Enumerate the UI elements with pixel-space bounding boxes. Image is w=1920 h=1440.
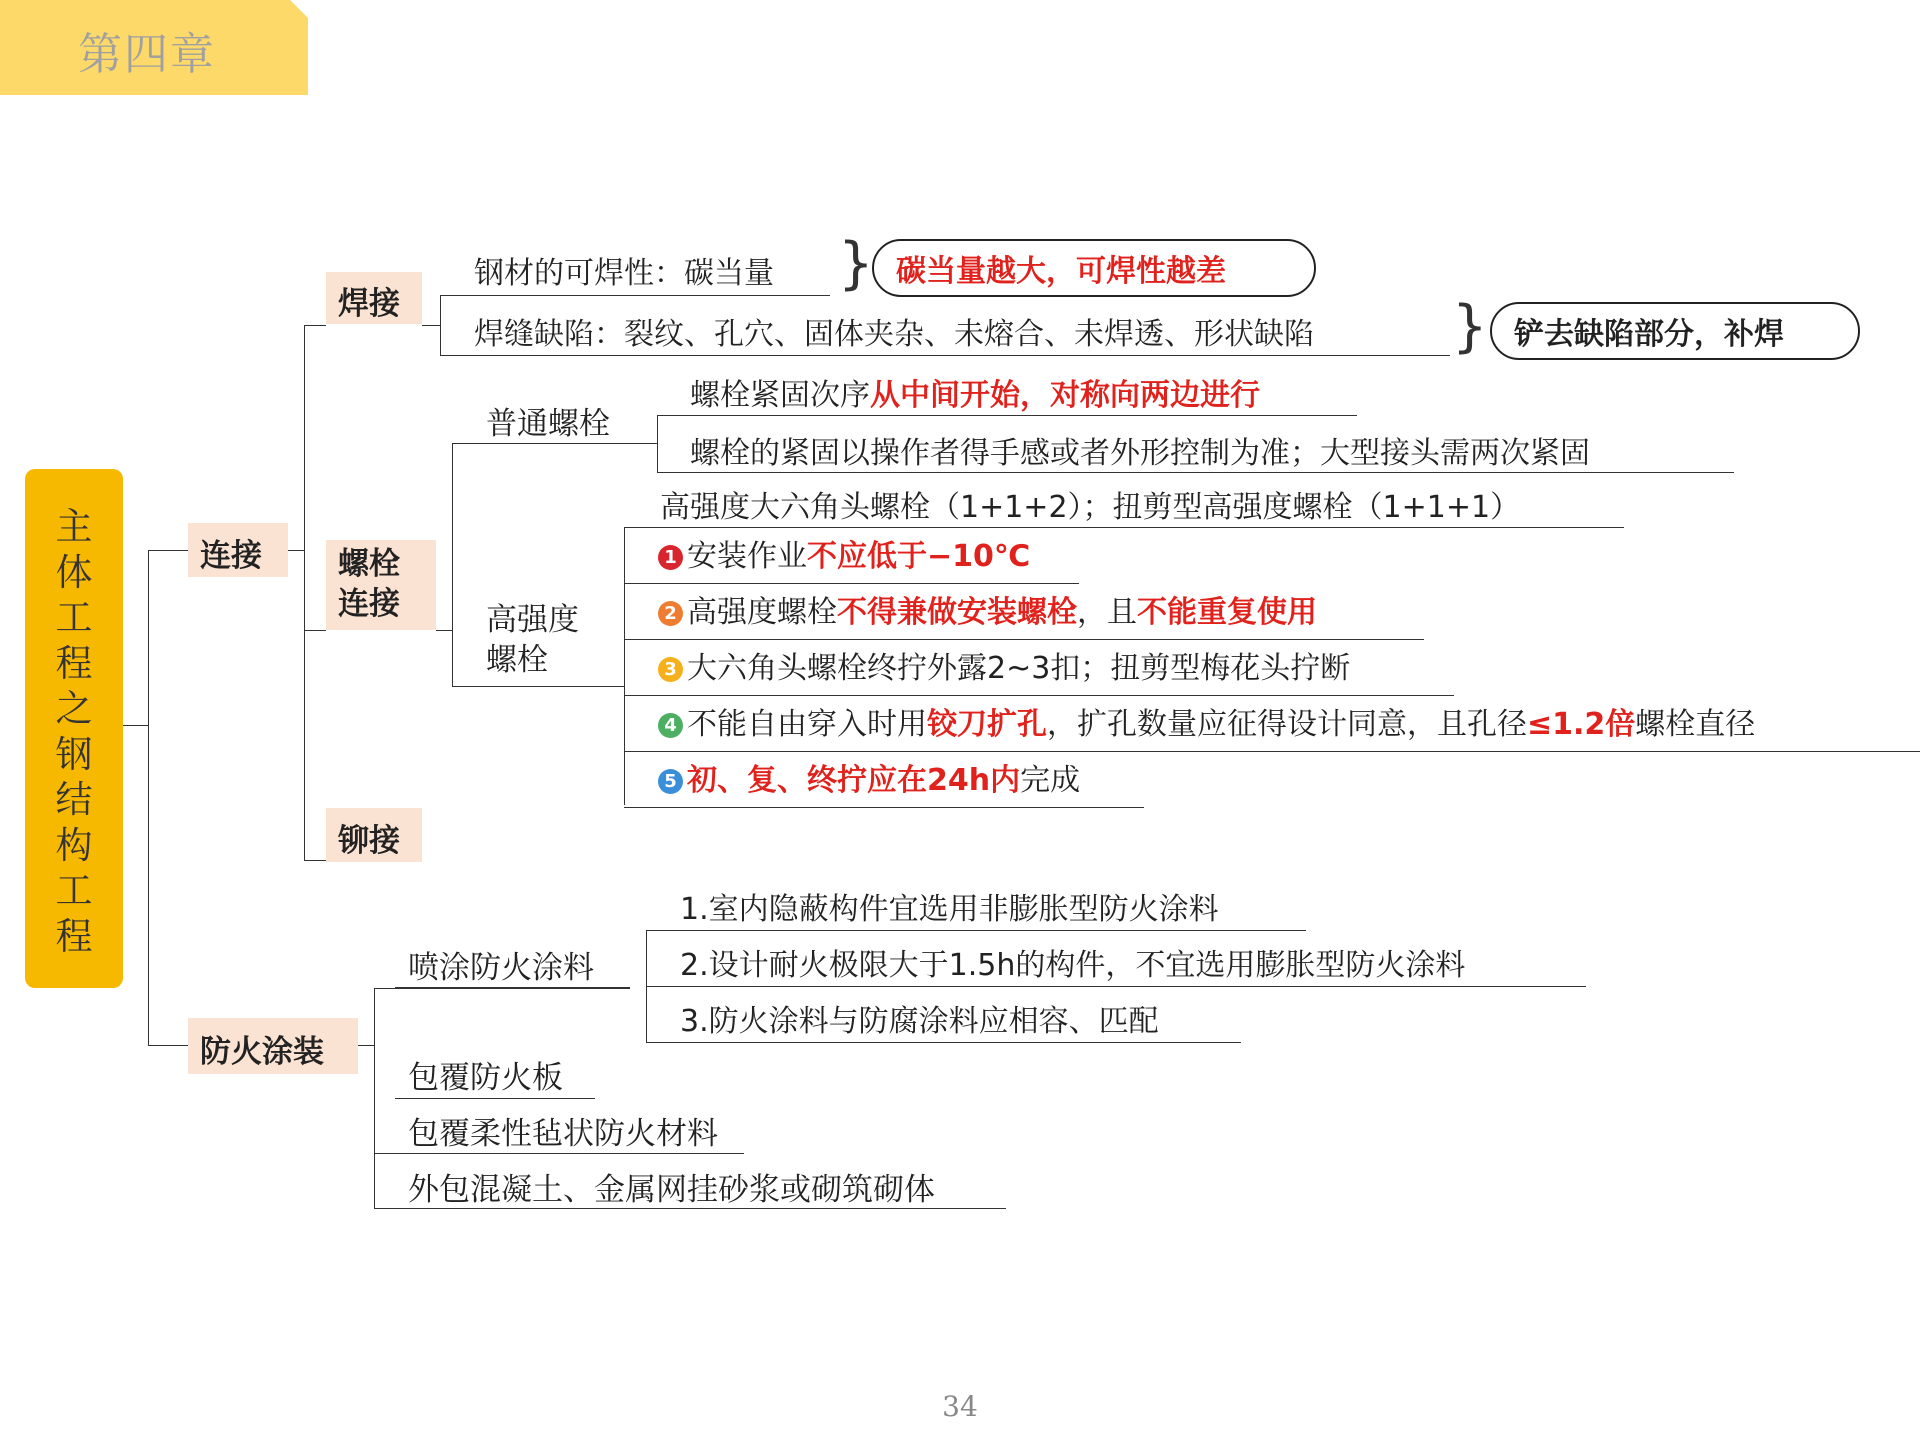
node-connection: 连接	[188, 523, 288, 577]
connector	[657, 415, 658, 472]
connector	[422, 325, 440, 326]
connector	[440, 355, 1450, 356]
connector	[374, 988, 375, 1208]
root-title-char: 之	[55, 687, 93, 730]
note-pill: 碳当量越大，可焊性越差	[872, 239, 1316, 297]
spray-coating-label: 喷涂防火涂料	[408, 950, 594, 986]
number-badge-icon: 5	[658, 769, 683, 794]
connector	[358, 1045, 374, 1046]
high-strength-item	[658, 587, 1317, 631]
root-title-char: 工	[55, 869, 93, 912]
high-strength-item	[658, 699, 1755, 743]
connector	[440, 295, 830, 296]
bolt-order-text: 螺栓紧固次序从中间开始，对称向两边进行	[690, 378, 1260, 413]
connector	[624, 527, 625, 805]
weld-defects-text: 焊缝缺陷：裂纹、孔穴、固体夹杂、未熔合、未焊透、形状缺陷	[474, 317, 1314, 352]
highlight-text: 不应低于−10℃	[807, 539, 1031, 574]
high-strength-header: 高强度大六角头螺栓（1+1+2）；扭剪型高强度螺栓（1+1+1）	[660, 490, 1521, 525]
chapter-title: 第四章	[78, 29, 216, 80]
connector	[374, 988, 630, 989]
item-text: 大六角头螺栓终拧外露2~3扣；扭剪型梅花头拧断	[687, 651, 1351, 686]
connector	[624, 639, 1424, 640]
fireproof-method: 外包混凝土、金属网挂砂浆或砌筑砌体	[408, 1172, 935, 1208]
highlight-text: 初、复、终拧应在24h内	[687, 763, 1021, 798]
connector	[452, 686, 624, 687]
ordinary-bolt-label: 普通螺栓	[486, 406, 610, 442]
connector	[148, 1045, 188, 1046]
root-title-char: 钢	[55, 732, 93, 776]
connector	[304, 325, 305, 860]
item-text: 不能自由穿入时用	[687, 707, 927, 742]
root-title	[25, 504, 123, 959]
connector	[452, 443, 657, 444]
connector	[436, 630, 452, 631]
item-text: ，且	[1077, 595, 1137, 630]
brace-icon: }	[838, 231, 874, 296]
connector	[395, 1098, 595, 1099]
high-strength-item	[658, 643, 1350, 687]
number-badge-icon: 2	[658, 601, 683, 626]
node-welding: 焊接	[326, 272, 422, 324]
highlight-text: ≤1.2倍	[1527, 707, 1636, 742]
note-pill: 铲去缺陷部分，补焊	[1490, 302, 1860, 360]
highlight-text: 不能重复使用	[1137, 595, 1317, 630]
high-strength-item	[658, 755, 1080, 799]
connector	[624, 695, 1454, 696]
spray-item: 1.室内隐蔽构件宜选用非膨胀型防火涂料	[680, 892, 1219, 927]
connector	[646, 1042, 1241, 1043]
root-title-char: 主	[55, 505, 93, 548]
item-text: 高强度螺栓	[687, 595, 837, 630]
node-rivet: 铆接	[326, 808, 422, 862]
root-title-char: 体	[55, 550, 93, 594]
item-text: 螺栓直径	[1635, 707, 1756, 742]
node-bolt-connection: 螺栓 连接	[326, 540, 436, 630]
spray-item: 2.设计耐火极限大于1.5h的构件，不宜选用膨胀型防火涂料	[680, 948, 1466, 983]
number-badge-icon: 3	[658, 657, 683, 682]
item-text: ，扩孔数量应征得设计同意，且孔径	[1047, 707, 1527, 742]
node-fireproof: 防火涂装	[188, 1018, 358, 1074]
item-text: 完成	[1020, 763, 1081, 798]
number-badge-icon: 4	[658, 713, 683, 738]
connector	[657, 472, 1734, 473]
connector	[624, 807, 1144, 808]
connector	[304, 630, 326, 631]
spray-item: 3.防火涂料与防腐涂料应相容、匹配	[680, 1004, 1159, 1039]
connector	[395, 987, 630, 988]
connector	[304, 325, 326, 326]
connector	[374, 1153, 744, 1154]
connector	[624, 583, 1079, 584]
connector	[440, 295, 441, 355]
connector	[148, 550, 149, 1045]
root-title-char: 结	[55, 778, 93, 821]
fireproof-method: 包覆防火板	[408, 1060, 563, 1096]
page-number: 34	[942, 1390, 978, 1423]
item-text: 安装作业	[687, 539, 807, 574]
connector	[646, 986, 1586, 987]
connector	[123, 725, 148, 726]
connector	[624, 751, 1920, 752]
root-title-char: 构	[55, 823, 93, 867]
bolt-tighten-text: 螺栓的紧固以操作者得手感或者外形控制为准；大型接头需两次紧固	[690, 436, 1590, 471]
number-badge-icon: 1	[658, 545, 683, 570]
connector	[452, 443, 453, 686]
root-title-char: 程	[55, 914, 93, 958]
high-strength-bolt-label: 高强度 螺栓	[486, 602, 579, 678]
connector	[304, 860, 326, 861]
connector	[657, 415, 1357, 416]
connector	[646, 930, 1306, 931]
weldability-text: 钢材的可焊性：碳当量	[474, 256, 774, 291]
root-title-char: 程	[55, 641, 93, 685]
highlight-text: 铰刀扩孔	[927, 707, 1047, 742]
connector	[148, 550, 188, 551]
root-title-char: 工	[55, 596, 93, 639]
highlight-text: 不得兼做安装螺栓	[837, 595, 1077, 630]
connector	[288, 550, 304, 551]
brace-icon: }	[1452, 294, 1488, 359]
high-strength-item	[658, 531, 1030, 575]
connector	[624, 527, 1624, 528]
fireproof-method: 包覆柔性毡状防火材料	[408, 1116, 718, 1152]
